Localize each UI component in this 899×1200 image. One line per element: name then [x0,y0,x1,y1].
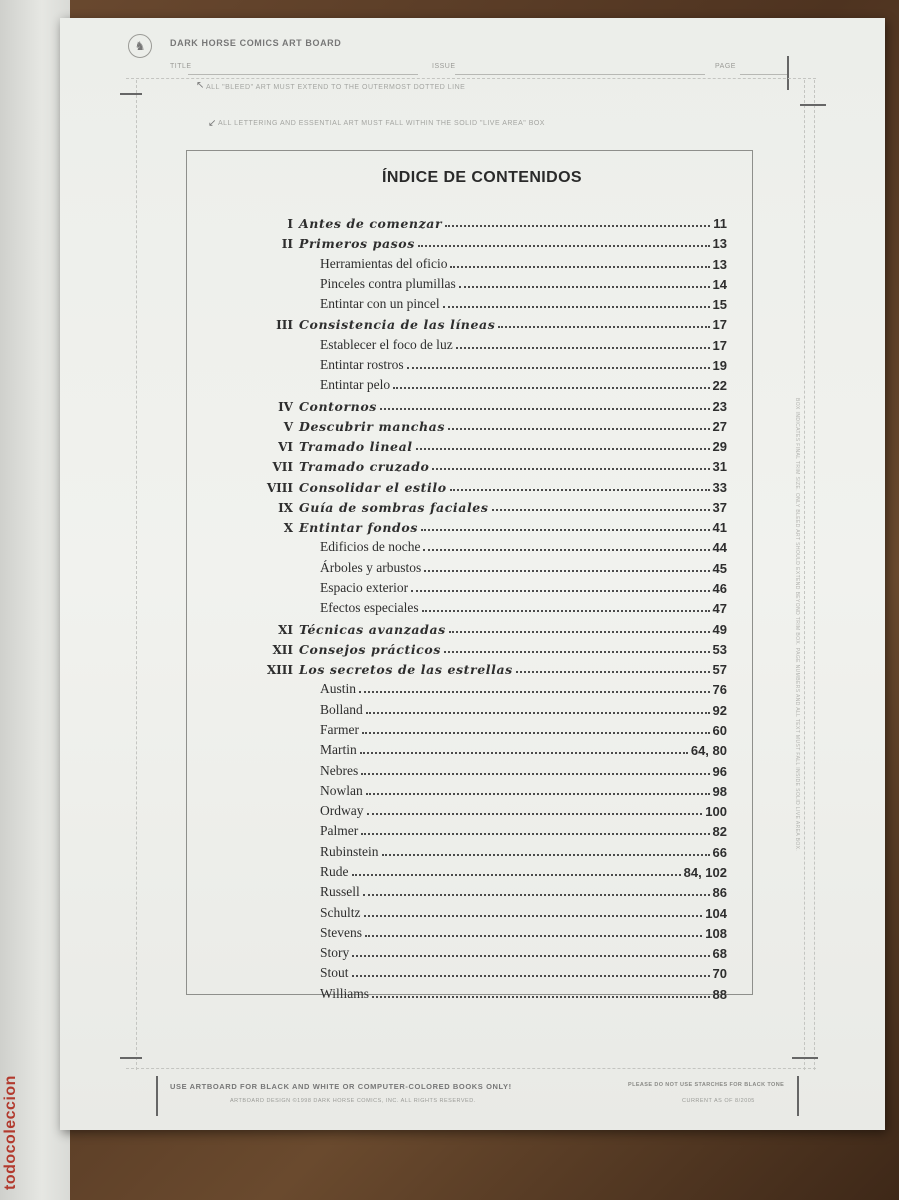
toc-subentry-row [320,254,727,274]
toc-chapter-row [283,517,727,537]
crop-mark [797,1076,799,1116]
toc-page-number: 64, 80 [690,743,727,759]
toc-leader-dots [364,915,703,917]
toc-subentry-row [320,598,727,618]
toc-page-number: 17 [712,317,727,333]
toc-subentry-row [320,558,727,578]
bleed-line-top [126,78,816,79]
toc-page-number: 68 [712,946,727,962]
toc-entry-title: Tramado lineal [299,439,413,455]
toc-page-number: 44 [712,540,727,556]
toc-entry-title: Russell [320,884,360,900]
toc-entry-title: Establecer el foco de luz [320,336,453,352]
toc-roman-numeral: IV [278,399,293,414]
toc-page-number: 84, 102 [683,864,727,880]
title-line [188,74,418,75]
toc-page-number: 82 [712,824,727,840]
toc-page-number: 33 [712,479,727,495]
toc-leader-dots [362,732,710,734]
toc-subentry-row [320,842,727,862]
toc-page-number: 98 [712,783,727,799]
toc-roman-numeral: II [281,237,293,252]
toc-entry-title: Nebres [320,762,359,778]
issue-label: ISSUE [432,63,456,70]
toc-page-number: 22 [712,378,727,394]
toc-page-number: 53 [712,641,727,657]
toc-subentry-row [320,335,727,355]
crop-mark [800,104,826,106]
art-board-page [60,18,885,1130]
toc-chapter-row [281,233,727,253]
toc-roman-numeral: XII [272,642,293,657]
toc-subentry-row [320,801,727,821]
toc-entry-title: Nowlan [320,782,363,798]
toc-leader-dots [516,671,710,673]
page-label: PAGE [715,63,736,70]
toc-leader-dots [393,387,709,389]
toc-entry-title: Ordway [320,803,364,819]
toc-leader-dots [445,225,710,227]
toc-page-number: 37 [712,499,727,515]
toc-subentry-row [320,984,727,1004]
crop-mark [792,1057,818,1059]
table-of-contents [186,150,753,1002]
toc-leader-dots [423,549,709,551]
toc-subentry-row [320,903,727,923]
toc-entry-title: Técnicas avanzadas [299,621,446,637]
toc-page-number: 60 [712,723,727,738]
toc-subentry-row [320,862,727,882]
toc-page-number: 46 [712,581,727,597]
toc-page-number: 45 [712,560,727,576]
toc-leader-dots [418,245,710,247]
toc-leader-dots [443,306,710,308]
toc-subentry-row [320,294,727,314]
footer-note: PLEASE DO NOT USE STARCHES FOR BLACK TONE [628,1082,785,1088]
toc-page-number: 108 [705,925,727,941]
toc-subentry-row [320,781,727,801]
toc-subentry-row [320,679,727,699]
toc-page-number: 47 [712,601,727,617]
toc-entry-title: Farmer [320,722,359,737]
toc-page-number: 100 [705,804,727,820]
toc-leader-dots [422,610,710,612]
toc-subentry-row [320,537,727,557]
toc-subentry-row [320,963,727,983]
toc-leader-dots [407,367,710,369]
toc-entry-title: Stout [320,965,349,981]
toc-page-number: 66 [712,844,727,860]
crop-mark [787,56,789,90]
toc-roman-numeral: VIII [266,480,293,495]
toc-entry-title: Tramado cruzado [299,459,430,475]
toc-entry-title: Rude [320,863,349,879]
toc-subentry-row [320,274,727,294]
toc-entry-title: Contornos [299,398,377,414]
toc-chapter-row [287,213,727,233]
toc-page-number: 86 [712,885,727,901]
toc-page-number: 29 [712,439,727,455]
bleed-line-right [804,80,805,1070]
toc-leader-dots [459,286,710,288]
toc-page-number: 27 [712,418,727,434]
toc-entry-title: Pinceles contra plumillas [320,275,456,291]
toc-entry-title: Los secretos de las estrellas [299,662,513,678]
toc-entry-title: Consistencia de las líneas [299,317,496,333]
toc-leader-dots [366,712,710,714]
toc-chapter-row [266,659,727,679]
toc-page-number: 88 [712,986,727,1002]
toc-subentry-row [320,923,727,943]
toc-leader-dots [450,489,710,491]
toc-entry-title: Árboles y arbustos [320,559,422,575]
toc-roman-numeral: VI [278,440,293,455]
toc-leader-dots [448,428,710,430]
side-instructions: BOX INDICATES FINAL TRIM SIZE. ONLY BLEED ART SHOULD EXTEND BEYOND TRIM BOX. PAGE NUMBERS AND ALL TEXT MUST FALL INSIDE SOLID LIVE AREA BOX. [794,398,800,852]
toc-entry-title: Edificios de noche [320,539,421,555]
toc-subentry-row [320,943,727,963]
toc-leader-dots [444,651,710,653]
toc-chapter-row [278,396,727,416]
toc-page-number: 104 [705,905,727,921]
toc-page-number: 23 [712,398,727,414]
toc-leader-dots [360,752,688,754]
toc-page-number: 14 [712,276,727,292]
toc-leader-dots [363,894,710,896]
toc-leader-dots [382,854,710,856]
toc-leader-dots [352,874,681,876]
bleed-note: ALL "BLEED" ART MUST EXTEND TO THE OUTERMOST DOTTED LINE [206,84,466,91]
toc-subentry-row [320,375,727,395]
toc-leader-dots [352,975,710,977]
toc-entry-title: Austin [320,681,357,697]
toc-leader-dots [424,570,709,572]
live-area-note: ALL LETTERING AND ESSENTIAL ART MUST FALL WITHIN THE SOLID "LIVE AREA" BOX [218,120,545,127]
toc-entry-title: Rubinstein [320,843,379,859]
toc-page-number: 76 [712,682,727,698]
toc-entry-title: Primeros pasos [299,236,415,252]
toc-page-number: 41 [712,520,727,536]
footer-warning: USE ARTBOARD FOR BLACK AND WHITE OR COMPUTER-COLORED BOOKS ONLY! [170,1082,512,1091]
crop-mark [156,1076,158,1116]
toc-leader-dots [367,813,703,815]
toc-subentry-row [320,578,727,598]
toc-entry-title: Herramientas del oficio [320,255,448,271]
toc-leader-dots [498,326,709,328]
footer-copyright: ARTBOARD DESIGN ©1998 DARK HORSE COMICS, INC. ALL RIGHTS RESERVED. [230,1098,476,1104]
toc-page-number: 70 [712,966,727,982]
toc-entry-title: Entintar con un pincel [320,296,440,312]
toc-page-number: 57 [712,662,727,678]
toc-leader-dots [449,631,710,633]
toc-page-number: 96 [712,763,727,779]
toc-subentry-row [320,882,727,902]
toc-entry-title: Williams [320,985,369,1001]
toc-leader-dots [380,408,710,410]
toc-entry-title: Martin [320,742,357,758]
toc-leader-dots [361,773,709,775]
toc-subentry-row [320,761,727,781]
toc-roman-numeral: VII [272,460,293,475]
toc-chapter-row [278,497,727,517]
toc-page-number: 49 [712,621,727,637]
toc-roman-numeral: XIII [266,663,293,678]
toc-chapter-row [278,436,727,456]
issue-line [455,74,705,75]
bleed-line-left [136,80,137,1070]
toc-entry-title: Entintar fondos [299,520,418,536]
title-label: TITLE [170,63,192,70]
toc-entry-title: Stevens [320,924,362,940]
bleed-line-bottom [126,1068,816,1069]
toc-page-number: 92 [712,702,727,718]
toc-leader-dots [416,448,710,450]
toc-chapter-row [272,456,727,476]
dark-horse-logo-icon: ♞ [128,34,152,58]
toc-page-number: 31 [712,459,727,475]
toc-page-number: 13 [712,236,727,252]
watermark: todocoleccion [2,1075,19,1190]
toc-leader-dots [456,347,710,349]
crop-mark [120,93,142,95]
toc-leader-dots [361,833,709,835]
toc-leader-dots [359,691,710,693]
toc-subentry-row [320,720,727,740]
toc-leader-dots [421,529,710,531]
toc-roman-numeral: X [283,521,293,536]
page-line [740,74,788,75]
toc-chapter-row [272,639,727,659]
toc-chapter-row [266,477,727,497]
toc-subentry-row [320,740,727,760]
toc-entry-title: Descubrir manchas [299,418,445,434]
toc-roman-numeral: XI [278,622,293,637]
toc-entry-title: Entintar rostros [320,356,404,372]
toc-leader-dots [432,468,709,470]
toc-entry-title: Schultz [320,904,361,920]
arrow-icon: ↖ [196,80,205,91]
toc-page-number: 15 [712,297,727,313]
toc-leader-dots [365,935,702,937]
arrow-icon: ↙ [208,118,217,129]
board-title: DARK HORSE COMICS ART BOARD [170,38,342,48]
toc-leader-dots [352,955,709,957]
toc-roman-numeral: IX [278,500,293,515]
toc-entry-title: Consejos prácticos [299,641,441,657]
toc-entry-title: Story [320,945,350,961]
toc-entry-title: Bolland [320,701,363,717]
toc-entry-title: Guía de sombras faciales [299,499,489,515]
toc-leader-dots [450,266,709,268]
toc-entry-title: Palmer [320,823,359,839]
toc-chapter-row [276,314,727,334]
toc-subentry-row [320,355,727,375]
toc-page-number: 11 [713,216,727,231]
toc-page-number: 13 [712,256,727,272]
toc-title: ÍNDICE DE CONTENIDOS [381,169,582,186]
toc-leader-dots [492,509,710,511]
footer-date: CURRENT AS OF 8/2005 [682,1098,755,1104]
toc-leader-dots [366,793,710,795]
toc-entry-title: Espacio exterior [320,580,409,596]
toc-page-number: 17 [712,337,727,353]
toc-roman-numeral: V [283,419,293,434]
toc-entry-title: Antes de comenzar [299,216,443,231]
toc-leader-dots [372,996,710,998]
crop-mark [120,1057,142,1059]
toc-subentry-row [320,700,727,720]
toc-entry-title: Entintar pelo [320,377,391,393]
toc-chapter-row [278,619,727,639]
toc-roman-numeral: III [276,318,293,333]
toc-page-number: 19 [712,357,727,373]
toc-subentry-row [320,821,727,841]
toc-entry-title: Consolidar el estilo [299,479,447,495]
toc-leader-dots [411,590,709,592]
trim-line-right [814,80,815,1070]
toc-chapter-row [283,416,727,436]
toc-roman-numeral: I [287,217,293,231]
toc-entry-title: Efectos especiales [320,600,419,616]
